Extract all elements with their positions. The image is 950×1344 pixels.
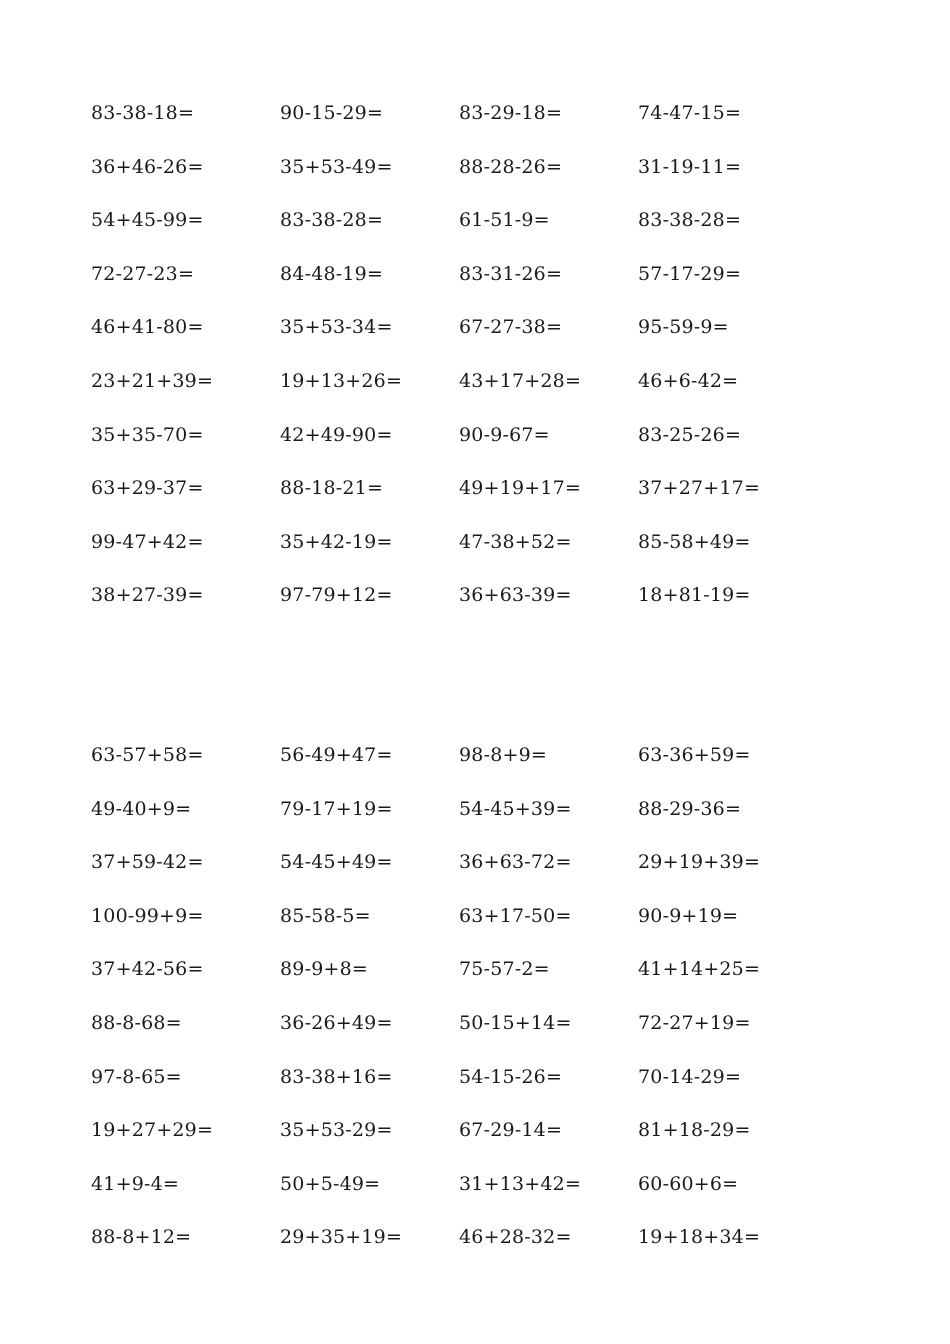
math-problem: 63-57+58= [91, 744, 204, 766]
problem-block-2 [91, 742, 871, 1278]
math-problem: 18+81-19= [638, 584, 751, 607]
problem-row [91, 207, 871, 261]
math-problem: 56-49+47= [280, 744, 393, 766]
math-problem: 63+29-37= [91, 477, 204, 500]
math-problem: 19+18+34= [638, 1226, 761, 1249]
math-problem: 38+27-39= [91, 584, 204, 607]
math-problem: 100-99+9= [91, 904, 204, 927]
problem-row [91, 1117, 871, 1171]
math-problem: 61-51-9= [459, 209, 550, 232]
problem-block-1 [91, 100, 871, 636]
math-problem: 46+6-42= [638, 369, 739, 392]
problem-row [91, 154, 871, 208]
math-problem: 70-14-29= [638, 1065, 742, 1088]
math-problem: 88-8-68= [91, 1011, 182, 1034]
problem-row [91, 1171, 871, 1225]
math-problem: 83-38-28= [638, 209, 742, 232]
math-problem: 60-60+6= [638, 1172, 739, 1195]
math-problem: 67-29-14= [459, 1119, 563, 1142]
problem-row [91, 849, 871, 903]
math-problem: 35+42-19= [280, 530, 393, 553]
math-problem: 37+42-56= [91, 958, 204, 981]
math-problem: 50+5-49= [280, 1172, 381, 1195]
math-problem: 41+9-4= [91, 1172, 180, 1195]
problem-row [91, 742, 871, 796]
math-problem: 83-25-26= [638, 423, 742, 446]
math-problem: 47-38+52= [459, 530, 572, 553]
math-problem: 90-9-67= [459, 423, 550, 446]
math-problem: 54-45+39= [459, 797, 572, 820]
math-problem: 75-57-2= [459, 958, 550, 981]
math-problem: 49+19+17= [459, 477, 582, 500]
problem-row [91, 1224, 871, 1278]
math-problem: 36+63-39= [459, 584, 572, 607]
math-problem: 43+17+28= [459, 369, 582, 392]
math-problem: 88-29-36= [638, 797, 742, 820]
math-problem: 85-58-5= [280, 904, 371, 927]
math-problem: 37+59-42= [91, 851, 204, 874]
math-problem: 46+28-32= [459, 1226, 572, 1249]
math-problem: 90-15-29= [280, 102, 384, 124]
math-problem: 63+17-50= [459, 904, 572, 927]
math-problem: 36+63-72= [459, 851, 572, 874]
math-problem: 23+21+39= [91, 369, 214, 392]
math-problem: 88-8+12= [91, 1226, 192, 1249]
problem-row [91, 314, 871, 368]
math-problem: 35+35-70= [91, 423, 204, 446]
math-problem: 88-18-21= [280, 477, 384, 500]
math-problem: 88-28-26= [459, 155, 563, 178]
math-problem: 99-47+42= [91, 530, 204, 553]
math-problem: 29+35+19= [280, 1226, 403, 1249]
math-problem: 31-19-11= [638, 155, 742, 178]
problem-row [91, 261, 871, 315]
problem-row [91, 956, 871, 1010]
math-problem: 49-40+9= [91, 797, 192, 820]
problem-row [91, 368, 871, 422]
math-problem: 19+13+26= [280, 369, 403, 392]
math-problem: 42+49-90= [280, 423, 393, 446]
problem-row [91, 529, 871, 583]
math-problem: 54-45+49= [280, 851, 393, 874]
problem-row [91, 796, 871, 850]
problem-row [91, 582, 871, 636]
math-problem: 50-15+14= [459, 1011, 572, 1034]
math-problem: 72-27-23= [91, 262, 195, 285]
math-problem: 98-8+9= [459, 744, 548, 766]
problem-row [91, 100, 871, 154]
math-problem: 83-38+16= [280, 1065, 393, 1088]
math-problem: 85-58+49= [638, 530, 751, 553]
math-problem: 74-47-15= [638, 102, 742, 124]
math-problem: 90-9+19= [638, 904, 739, 927]
math-problem: 57-17-29= [638, 262, 742, 285]
math-problem: 35+53-49= [280, 155, 393, 178]
math-problem: 81+18-29= [638, 1119, 751, 1142]
math-problem: 19+27+29= [91, 1119, 214, 1142]
math-problem: 97-8-65= [91, 1065, 182, 1088]
math-problem: 79-17+19= [280, 797, 393, 820]
math-problem: 37+27+17= [638, 477, 761, 500]
math-problem: 97-79+12= [280, 584, 393, 607]
math-problem: 83-29-18= [459, 102, 563, 124]
problem-row [91, 475, 871, 529]
problem-row [91, 1064, 871, 1118]
math-problem: 54-15-26= [459, 1065, 563, 1088]
math-problem: 36-26+49= [280, 1011, 393, 1034]
problem-row [91, 1010, 871, 1064]
math-problem: 83-38-18= [91, 102, 195, 124]
math-problem: 67-27-38= [459, 316, 563, 339]
problem-row [91, 903, 871, 957]
math-problem: 29+19+39= [638, 851, 761, 874]
math-problem: 84-48-19= [280, 262, 384, 285]
math-problem: 36+46-26= [91, 155, 204, 178]
math-problem: 95-59-9= [638, 316, 729, 339]
math-problem: 72-27+19= [638, 1011, 751, 1034]
math-problem: 31+13+42= [459, 1172, 582, 1195]
math-problem: 41+14+25= [638, 958, 761, 981]
math-problem: 89-9+8= [280, 958, 369, 981]
math-problem: 46+41-80= [91, 316, 204, 339]
math-problem: 83-38-28= [280, 209, 384, 232]
math-problem: 63-36+59= [638, 744, 751, 766]
math-problem: 35+53-29= [280, 1119, 393, 1142]
math-problem: 35+53-34= [280, 316, 393, 339]
math-problem: 54+45-99= [91, 209, 204, 232]
problem-row [91, 422, 871, 476]
math-problem: 83-31-26= [459, 262, 563, 285]
